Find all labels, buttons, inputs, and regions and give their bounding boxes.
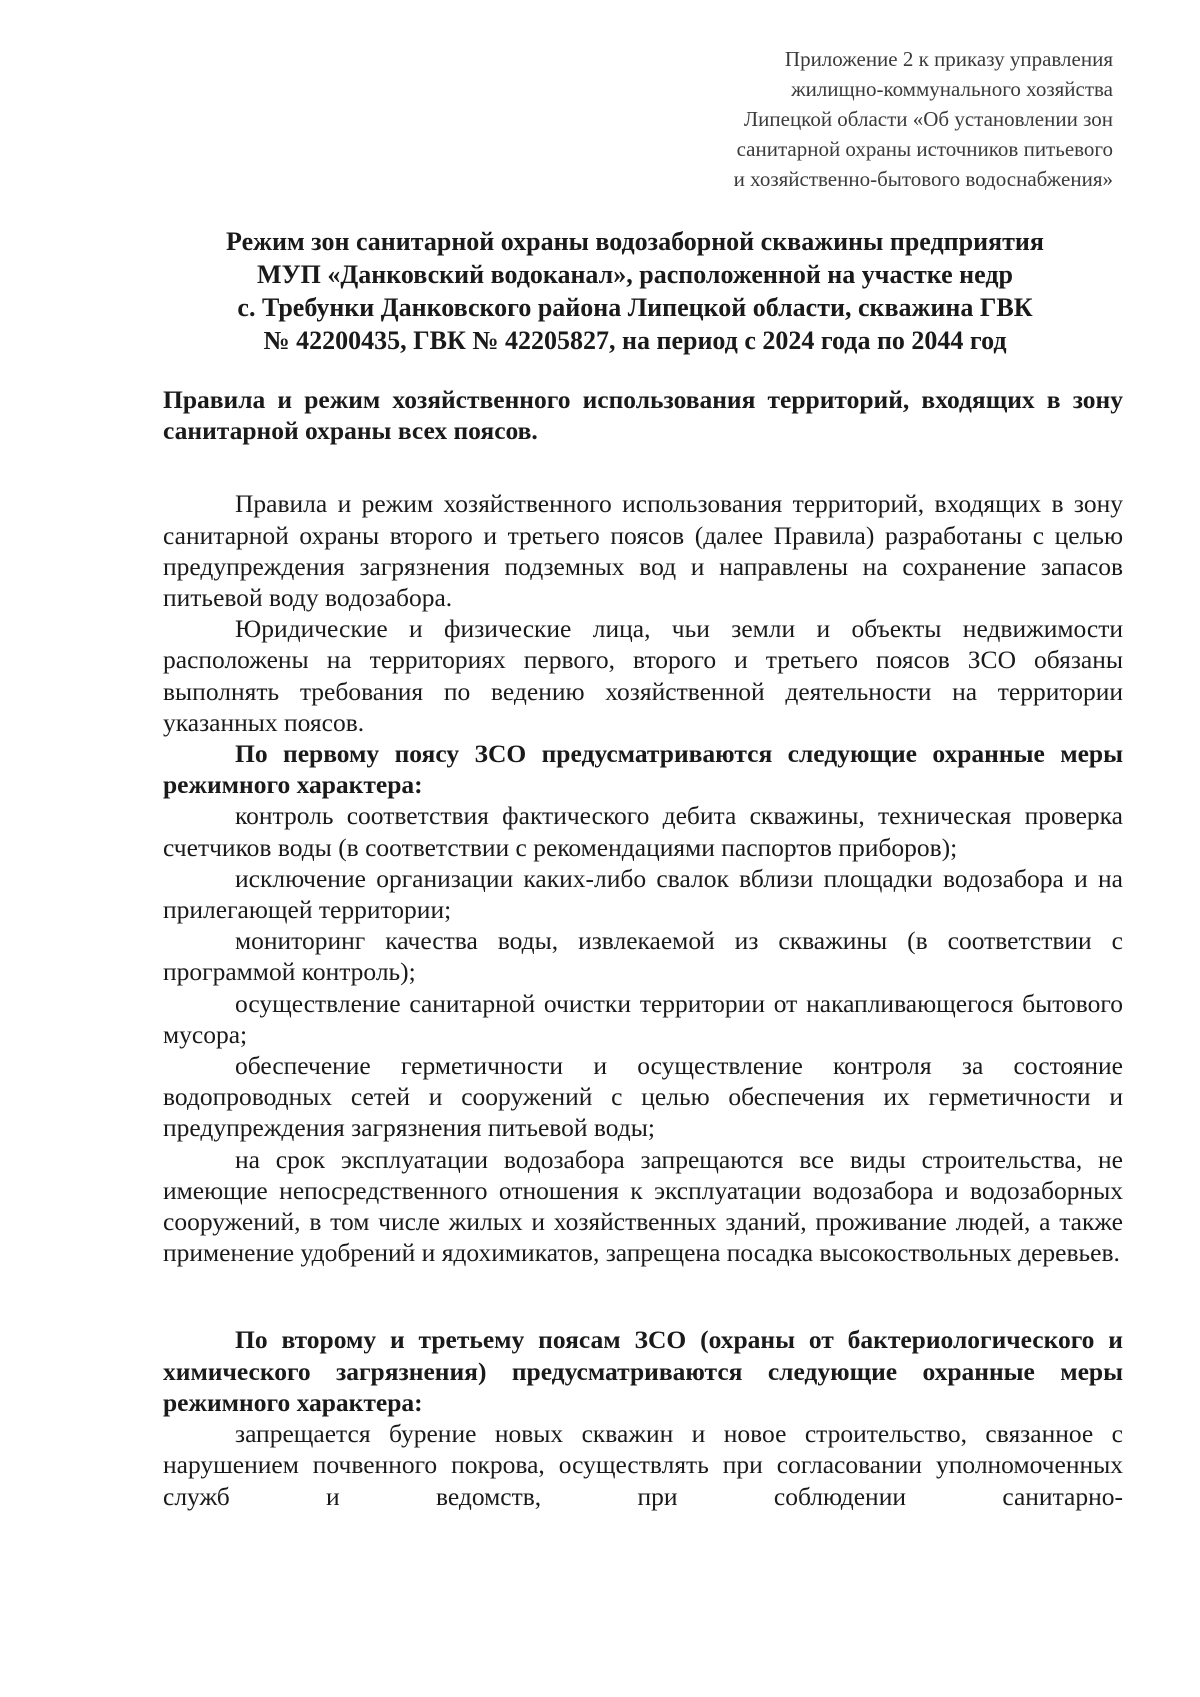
second-third-belt-item: запрещается бурение новых скважин и новое строительство, связанное с нарушением почвенного покрова, осуществлять при согласовании уполномоченных служб и ведомств, при соблюдении санитарно-: [163, 1419, 1123, 1511]
annex-line: жилищно-коммунального хозяйства: [791, 77, 1113, 101]
spacer: [163, 446, 1123, 488]
annex-line: Липецкой области «Об установлении зон: [743, 107, 1113, 131]
annex-line: санитарной охраны источников питьевого: [736, 137, 1113, 161]
document-body: [163, 384, 1123, 1512]
title-line: Режим зон санитарной охраны водозаборной скважины предприятия: [226, 227, 1044, 256]
first-belt-item: мониторинг качества воды, извлекаемой из скважины (в соответствии с программой контроль);: [163, 926, 1123, 987]
first-belt-heading: По первому поясу ЗСО предусматриваются следующие охранные меры режимного характера:: [163, 739, 1123, 800]
title-line: № 42200435, ГВК № 42205827, на период с 2024 года по 2044 год: [263, 326, 1007, 355]
annex-note: [593, 44, 1113, 194]
first-belt-item: осуществление санитарной очистки территории от накапливающегося бытового мусора;: [163, 988, 1123, 1049]
first-belt-item: на срок эксплуатации водозабора запрещаются все виды строительства, не имеющие непосредственного отношения к эксплуатации водозабора и водозаборных сооружений, в том числе жилых и хозяйственных зданий, проживание людей, а также применение удобрений и ядохимикатов, запрещена посадка высокоствольных деревьев.: [163, 1144, 1123, 1268]
paragraph-intro-persons: Юридические и физические лица, чьи земли и объекты недвижимости расположены на территориях первого, второго и третьего поясов ЗСО обязаны выполнять требования по ведению хозяйственной деятельности на территории указанных поясов.: [163, 614, 1123, 737]
annex-line: и хозяйственно-бытового водоснабжения»: [733, 167, 1113, 191]
title-line: с. Требунки Данковского района Липецкой области, скважина ГВК: [237, 293, 1033, 322]
section-heading: Правила и режим хозяйственного использования территорий, входящих в зону санитарной охраны всех поясов.: [163, 385, 1123, 446]
spacer: [163, 1268, 1123, 1324]
annex-line: Приложение 2 к приказу управления: [784, 47, 1113, 71]
paragraph-intro-rules: Правила и режим хозяйственного использования территорий, входящих в зону санитарной охраны второго и третьего поясов (далее Правила) разработаны с целью предупреждения загрязнения подземных вод и направлены на сохранение запасов питьевой воду водозабора.: [163, 489, 1123, 613]
document-title: [150, 225, 1120, 357]
first-belt-item: контроль соответствия фактического дебита скважины, техническая проверка счетчиков воды (в соответствии с рекомендациями паспортов приборов);: [163, 801, 1123, 862]
title-line: МУП «Данковский водоканал», расположенной на участке недр: [257, 260, 1013, 289]
first-belt-item: исключение организации каких-либо свалок вблизи площадки водозабора и на прилегающей территории;: [163, 863, 1123, 925]
second-third-belt-heading: По второму и третьему поясам ЗСО (охраны от бактериологического и химического загрязнения) предусматриваются следующие охранные меры режимного характера:: [163, 1325, 1123, 1417]
first-belt-item: обеспечение герметичности и осуществление контроля за состояние водопроводных сетей и сооружений с целью обеспечения их герметичности и предупреждения загрязнения питьевой воды;: [163, 1051, 1123, 1143]
